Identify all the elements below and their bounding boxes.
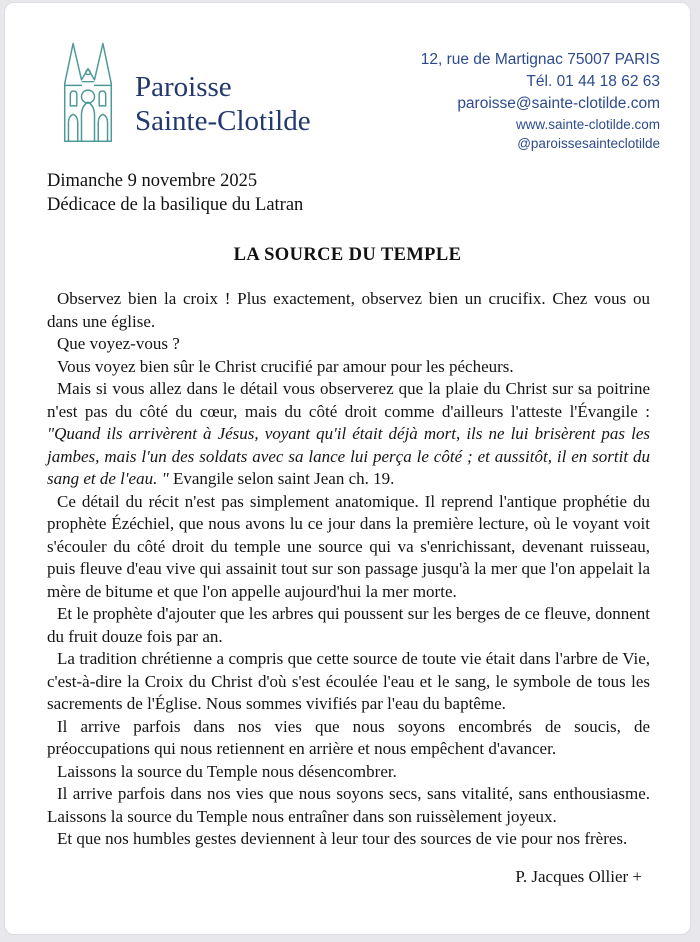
date-block bbox=[47, 169, 690, 217]
paragraph: Il arrive parfois dans nos vies que nous soyons encombrés de soucis, de préoccupations qui nous retiennent en arrière et nous empêchent d'avancer. bbox=[47, 716, 650, 758]
org-name-line2: Sainte-Clotilde bbox=[135, 105, 311, 137]
paragraph: Que voyez-vous ? bbox=[57, 334, 180, 353]
paragraph-with-quote bbox=[47, 378, 650, 491]
homily-body bbox=[47, 288, 650, 851]
logo-block bbox=[57, 37, 311, 145]
email-line[interactable]: paroisse@sainte-clotilde.com bbox=[457, 95, 660, 112]
website-line[interactable]: www.sainte-clotilde.com bbox=[515, 117, 660, 132]
date-line: Dimanche 9 novembre 2025 bbox=[47, 171, 258, 191]
document-page bbox=[4, 2, 691, 935]
gospel-quote: "Quand ils arrivèrent à Jésus, voyant qu'il était déjà mort, ils ne lui brisèrent pas les jambes, mais l'un des soldats avec sa lance lui perça le côté ; et aussitôt, il en sortit du sang et de l'eau. " bbox=[47, 424, 650, 488]
organization-name bbox=[135, 70, 311, 138]
quote-prefix: Mais si vous allez dans le détail vous observerez que la plaie du Christ sur sa poitrine n'est pas du côté du cœur, mais du côté droit comme d'ailleurs l'atteste l'Évangile : bbox=[47, 379, 650, 421]
quote-suffix: Evangile selon saint Jean ch. 19. bbox=[168, 469, 395, 488]
paragraph: Observez bien la croix ! Plus exactement, observez bien un crucifix. Chez vous ou dans une église. bbox=[47, 289, 650, 331]
church-logo-icon bbox=[57, 37, 119, 145]
paragraph: Et le prophète d'ajouter que les arbres qui poussent sur les berges de ce fleuve, donnent du fruit douze fois par an. bbox=[47, 604, 650, 646]
social-handle-line[interactable]: @paroissesainteclotilde bbox=[517, 136, 660, 151]
paragraph: Vous voyez bien sûr le Christ crucifié par amour pour les pécheurs. bbox=[57, 356, 514, 376]
org-name-line1: Paroisse bbox=[135, 70, 232, 103]
paragraph: La tradition chrétienne a compris que cette source de toute vie était dans l'arbre de Vie, c'est-à-dire la Croix du Christ d'où s'est écoulée l'eau et le sang, le symbole de tous les sacrements de l'Église. Nous sommes vivifiés par l'eau du baptême. bbox=[47, 649, 650, 713]
phone-line: Tél. 01 44 18 62 63 bbox=[526, 73, 660, 90]
paragraph: Et que nos humbles gestes deviennent à leur tour des sources de vie pour nos frères. bbox=[57, 829, 628, 848]
paragraph: Ce détail du récit n'est pas simplement anatomique. Il reprend l'antique prophétie du prophète Ézéchiel, que nous avons lu ce jour dans la première lecture, où le voyant voit s'écouler du côté droit du temple une source qui va s'enrichissant, devenant ruisseau, puis fleuve d'eau vive qui assainit tout sur son passage jusqu'à la mer que l'on appelait la mère de bitume et que l'on appelle aujourd'hui la mer morte. bbox=[47, 491, 650, 601]
address-line: 12, rue de Martignac 75007 PARIS bbox=[420, 51, 660, 68]
page-title: LA SOURCE DU TEMPLE bbox=[233, 245, 462, 265]
letterhead bbox=[5, 3, 690, 153]
paragraph: Laissons la source du Temple nous désencombrer. bbox=[57, 761, 397, 781]
feast-line: Dédicace de la basilique du Latran bbox=[47, 195, 304, 215]
paragraph: Il arrive parfois dans nos vies que nous soyons secs, sans vitalité, sans enthousiasme. Laissons la source du Temple nous entraîner dans son ruissèlement joyeux. bbox=[47, 784, 650, 826]
signature: P. Jacques Ollier + bbox=[515, 866, 642, 886]
contact-block bbox=[421, 49, 660, 153]
